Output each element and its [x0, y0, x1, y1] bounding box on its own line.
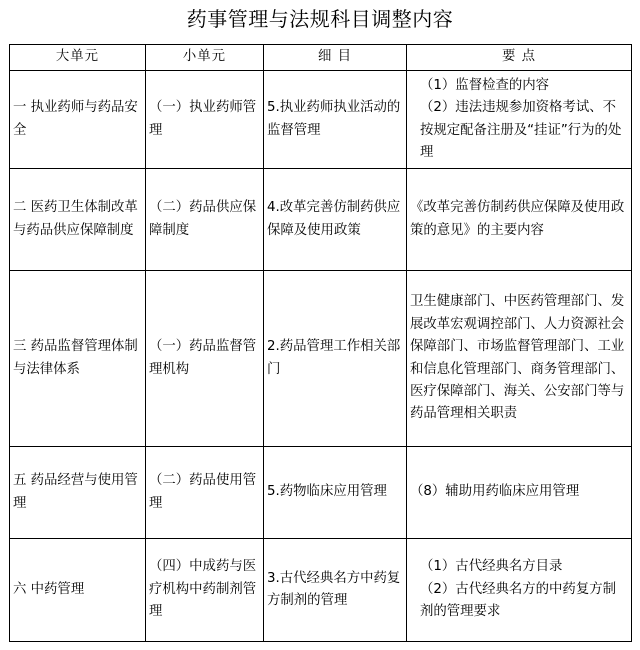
cell-small-unit: （二）药品使用管理: [146, 447, 264, 539]
header-points: 要 点: [407, 45, 632, 71]
cell-big-unit: 三 药品监督管理体制与法律体系: [10, 271, 146, 447]
cell-item: 5.药物临床应用管理: [264, 447, 407, 539]
point-text: 《改革完善仿制药供应保障及使用政策的意见》的主要内容: [410, 200, 625, 238]
point-text: （2）古代经典名方的中药复方制剂的管理要求: [420, 581, 616, 620]
cell-points: [407, 271, 632, 447]
table-row: [10, 447, 632, 539]
cell-item: 4.改革完善仿制药供应保障及使用政策: [264, 169, 407, 271]
header-small-unit: 小单元: [146, 45, 264, 71]
point-text: （1）监督检查的内容: [420, 77, 550, 93]
header-big-unit: 大单元: [10, 45, 146, 71]
cell-points: [407, 169, 632, 271]
cell-item: 2.药品管理工作相关部门: [264, 271, 407, 447]
point-text: 卫生健康部门、中医药管理部门、发展改革宏观调控部门、人力资源社会保障部门、市场监督管理部门、工业和信息化管理部门、商务管理部门、医疗保障部门、海关、公安部门等与药品管理相关职责: [410, 294, 625, 422]
cell-big-unit: 五 药品经营与使用管理: [10, 447, 146, 539]
cell-big-unit: 一 执业药师与药品安全: [10, 71, 146, 169]
cell-small-unit: （二）药品供应保障制度: [146, 169, 264, 271]
point-text: （1）古代经典名方目录: [420, 559, 563, 575]
cell-points: [407, 447, 632, 539]
table-row: [10, 539, 632, 642]
cell-small-unit: （一）执业药师管理: [146, 71, 264, 169]
table-header-row: [10, 45, 632, 71]
adjustment-table: [9, 44, 632, 642]
table-row: [10, 169, 632, 271]
point-text: （8）辅助用药临床应用管理: [410, 484, 580, 500]
cell-item: 3.古代经典名方中药复方制剂的管理: [264, 539, 407, 642]
table-row: [10, 271, 632, 447]
table-row: [10, 71, 632, 169]
header-item: 细 目: [264, 45, 407, 71]
cell-big-unit: 六 中药管理: [10, 539, 146, 642]
cell-item: 5.执业药师执业活动的监督管理: [264, 71, 407, 169]
cell-small-unit: （四）中成药与医疗机构中药制剂管理: [146, 539, 264, 642]
cell-small-unit: （一）药品监督管理机构: [146, 271, 264, 447]
document-title: 药事管理与法规科目调整内容: [186, 7, 454, 31]
cell-points: [407, 71, 632, 169]
point-text: （2）违法违规参加资格考试、不按规定配备注册及“挂证”行为的处理: [420, 100, 622, 160]
cell-big-unit: 二 医药卫生体制改革与药品供应保障制度: [10, 169, 146, 271]
cell-points: [407, 539, 632, 642]
